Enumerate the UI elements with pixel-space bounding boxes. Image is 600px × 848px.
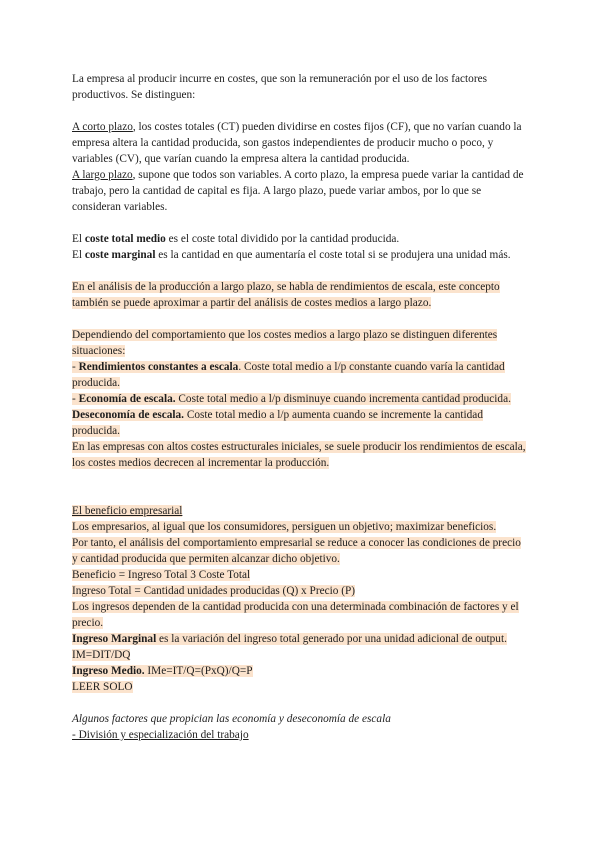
beneficio-objetivo	[72, 519, 528, 535]
situacion-deseconomia	[72, 407, 528, 439]
coste-medio-term: coste total medio	[84, 233, 166, 245]
coste-medio-text: es el coste total dividido por la cantidad producida.	[165, 233, 400, 245]
beneficio-analisis	[72, 535, 528, 567]
estructurales-paragraph	[72, 439, 528, 471]
factores-item-1	[72, 727, 528, 743]
estructurales-text: En las empresas con altos costes estructurales iniciales, se suele producir los rendimientos de escala, los costes medios decrecen al incrementar la producción.	[72, 441, 526, 469]
situacion-economia-pre: -	[72, 393, 79, 405]
ingreso-medio	[72, 663, 528, 679]
coste-medio-pre: El	[72, 233, 85, 245]
corto-plazo-label: A corto plazo	[72, 121, 133, 133]
largo-plazo-paragraph	[72, 167, 528, 215]
beneficio-analisis-text: Por tanto, el análisis del comportamiento empresarial se reduce a conocer las condiciones de precio y cantidad producida que permiten alcanzar dicho objetivo.	[72, 537, 521, 565]
coste-marginal-text: es la cantidad en que aumentaría el coste total si se produjera una unidad más.	[155, 249, 511, 261]
beneficio-title: El beneficio empresarial	[72, 505, 183, 517]
factores-title-text: Algunos factores que propician las economía y deseconomía de escala	[72, 713, 391, 725]
rendimientos-paragraph	[72, 279, 528, 311]
situacion-economia-term: Economía de escala.	[78, 393, 176, 405]
coste-marginal-paragraph	[72, 247, 528, 263]
largo-plazo-label: A largo plazo	[72, 169, 133, 181]
coste-marginal-term: coste marginal	[84, 249, 156, 261]
factores-title	[72, 711, 528, 727]
situacion-constantes-pre: -	[72, 361, 79, 373]
ingresos-dependen-text: Los ingresos dependen de la cantidad producida con una determinada combinación de factores y el precio.	[72, 601, 519, 629]
beneficio-title-line	[72, 503, 528, 519]
ingreso-marginal-term: Ingreso Marginal	[72, 633, 157, 645]
situaciones-intro-text: Dependiendo del comportamiento que los costes medios a largo plazo se distinguen diferentes situaciones:	[72, 329, 498, 357]
ingreso-medio-text: IMe=IT/Q=(PxQ)/Q=P	[144, 665, 253, 677]
intro-paragraph: La empresa al producir incurre en costes, que son la remuneración por el uso de los factores productivos. Se distinguen:	[72, 73, 488, 101]
coste-medio-paragraph	[72, 231, 528, 247]
situacion-constantes-term: Rendimientos constantes a escala	[78, 361, 239, 373]
leer-solo	[72, 679, 528, 695]
leer-solo-text: LEER SOLO	[72, 681, 133, 693]
situacion-constantes	[72, 359, 528, 391]
ingreso-marginal	[72, 631, 528, 663]
corto-plazo-paragraph	[72, 119, 528, 167]
formula-ingreso-text: Ingreso Total = Cantidad unidades producidas (Q) x Precio (P)	[72, 585, 356, 597]
situacion-deseconomia-term: Deseconomía de escala.	[72, 409, 185, 421]
document-page	[72, 71, 528, 743]
situacion-economia	[72, 391, 528, 407]
ingreso-marginal-text: es la variación del ingreso total generado por una unidad adicional de output. IM=DIT/DQ	[72, 633, 507, 661]
ingresos-dependen	[72, 599, 528, 631]
beneficio-objetivo-text: Los empresarios, al igual que los consumidores, persiguen un objetivo; maximizar beneficios.	[72, 521, 497, 533]
situaciones-intro-paragraph	[72, 327, 528, 359]
largo-plazo-text: , supone que todos son variables. A corto plazo, la empresa puede variar la cantidad de trabajo, pero la cantidad de capital es fija. A largo plazo, puede variar ambos, por lo que se consideran variables.	[72, 169, 524, 213]
situacion-economia-text: Coste total medio a l/p disminuye cuando incrementa cantidad producida.	[175, 393, 511, 405]
formula-ingreso	[72, 583, 528, 599]
coste-marginal-pre: El	[72, 249, 85, 261]
ingreso-medio-term: Ingreso Medio.	[72, 665, 145, 677]
corto-plazo-text: , los costes totales (CT) pueden dividirse en costes fijos (CF), que no varían cuando la empresa altera la cantidad producida, son gastos independientes de producir mucho o poco, y variables (CV), que varían cuando la empresa altera la cantidad producida.	[72, 121, 522, 165]
situacion-constantes-text: . Coste total medio a l/p constante cuando varía la cantidad producida.	[72, 361, 505, 389]
formula-beneficio-text: Beneficio = Ingreso Total 3 Coste Total	[72, 569, 251, 581]
factores-item-1-text: - División y especialización del trabajo	[72, 729, 249, 741]
rendimientos-text: En el análisis de la producción a largo plazo, se habla de rendimientos de escala, este concepto también se puede aproximar a partir del análisis de costes medios a largo plazo.	[72, 281, 500, 309]
formula-beneficio	[72, 567, 528, 583]
situacion-deseconomia-text: Coste total medio a l/p aumenta cuando se incremente la cantidad producida.	[72, 409, 483, 437]
